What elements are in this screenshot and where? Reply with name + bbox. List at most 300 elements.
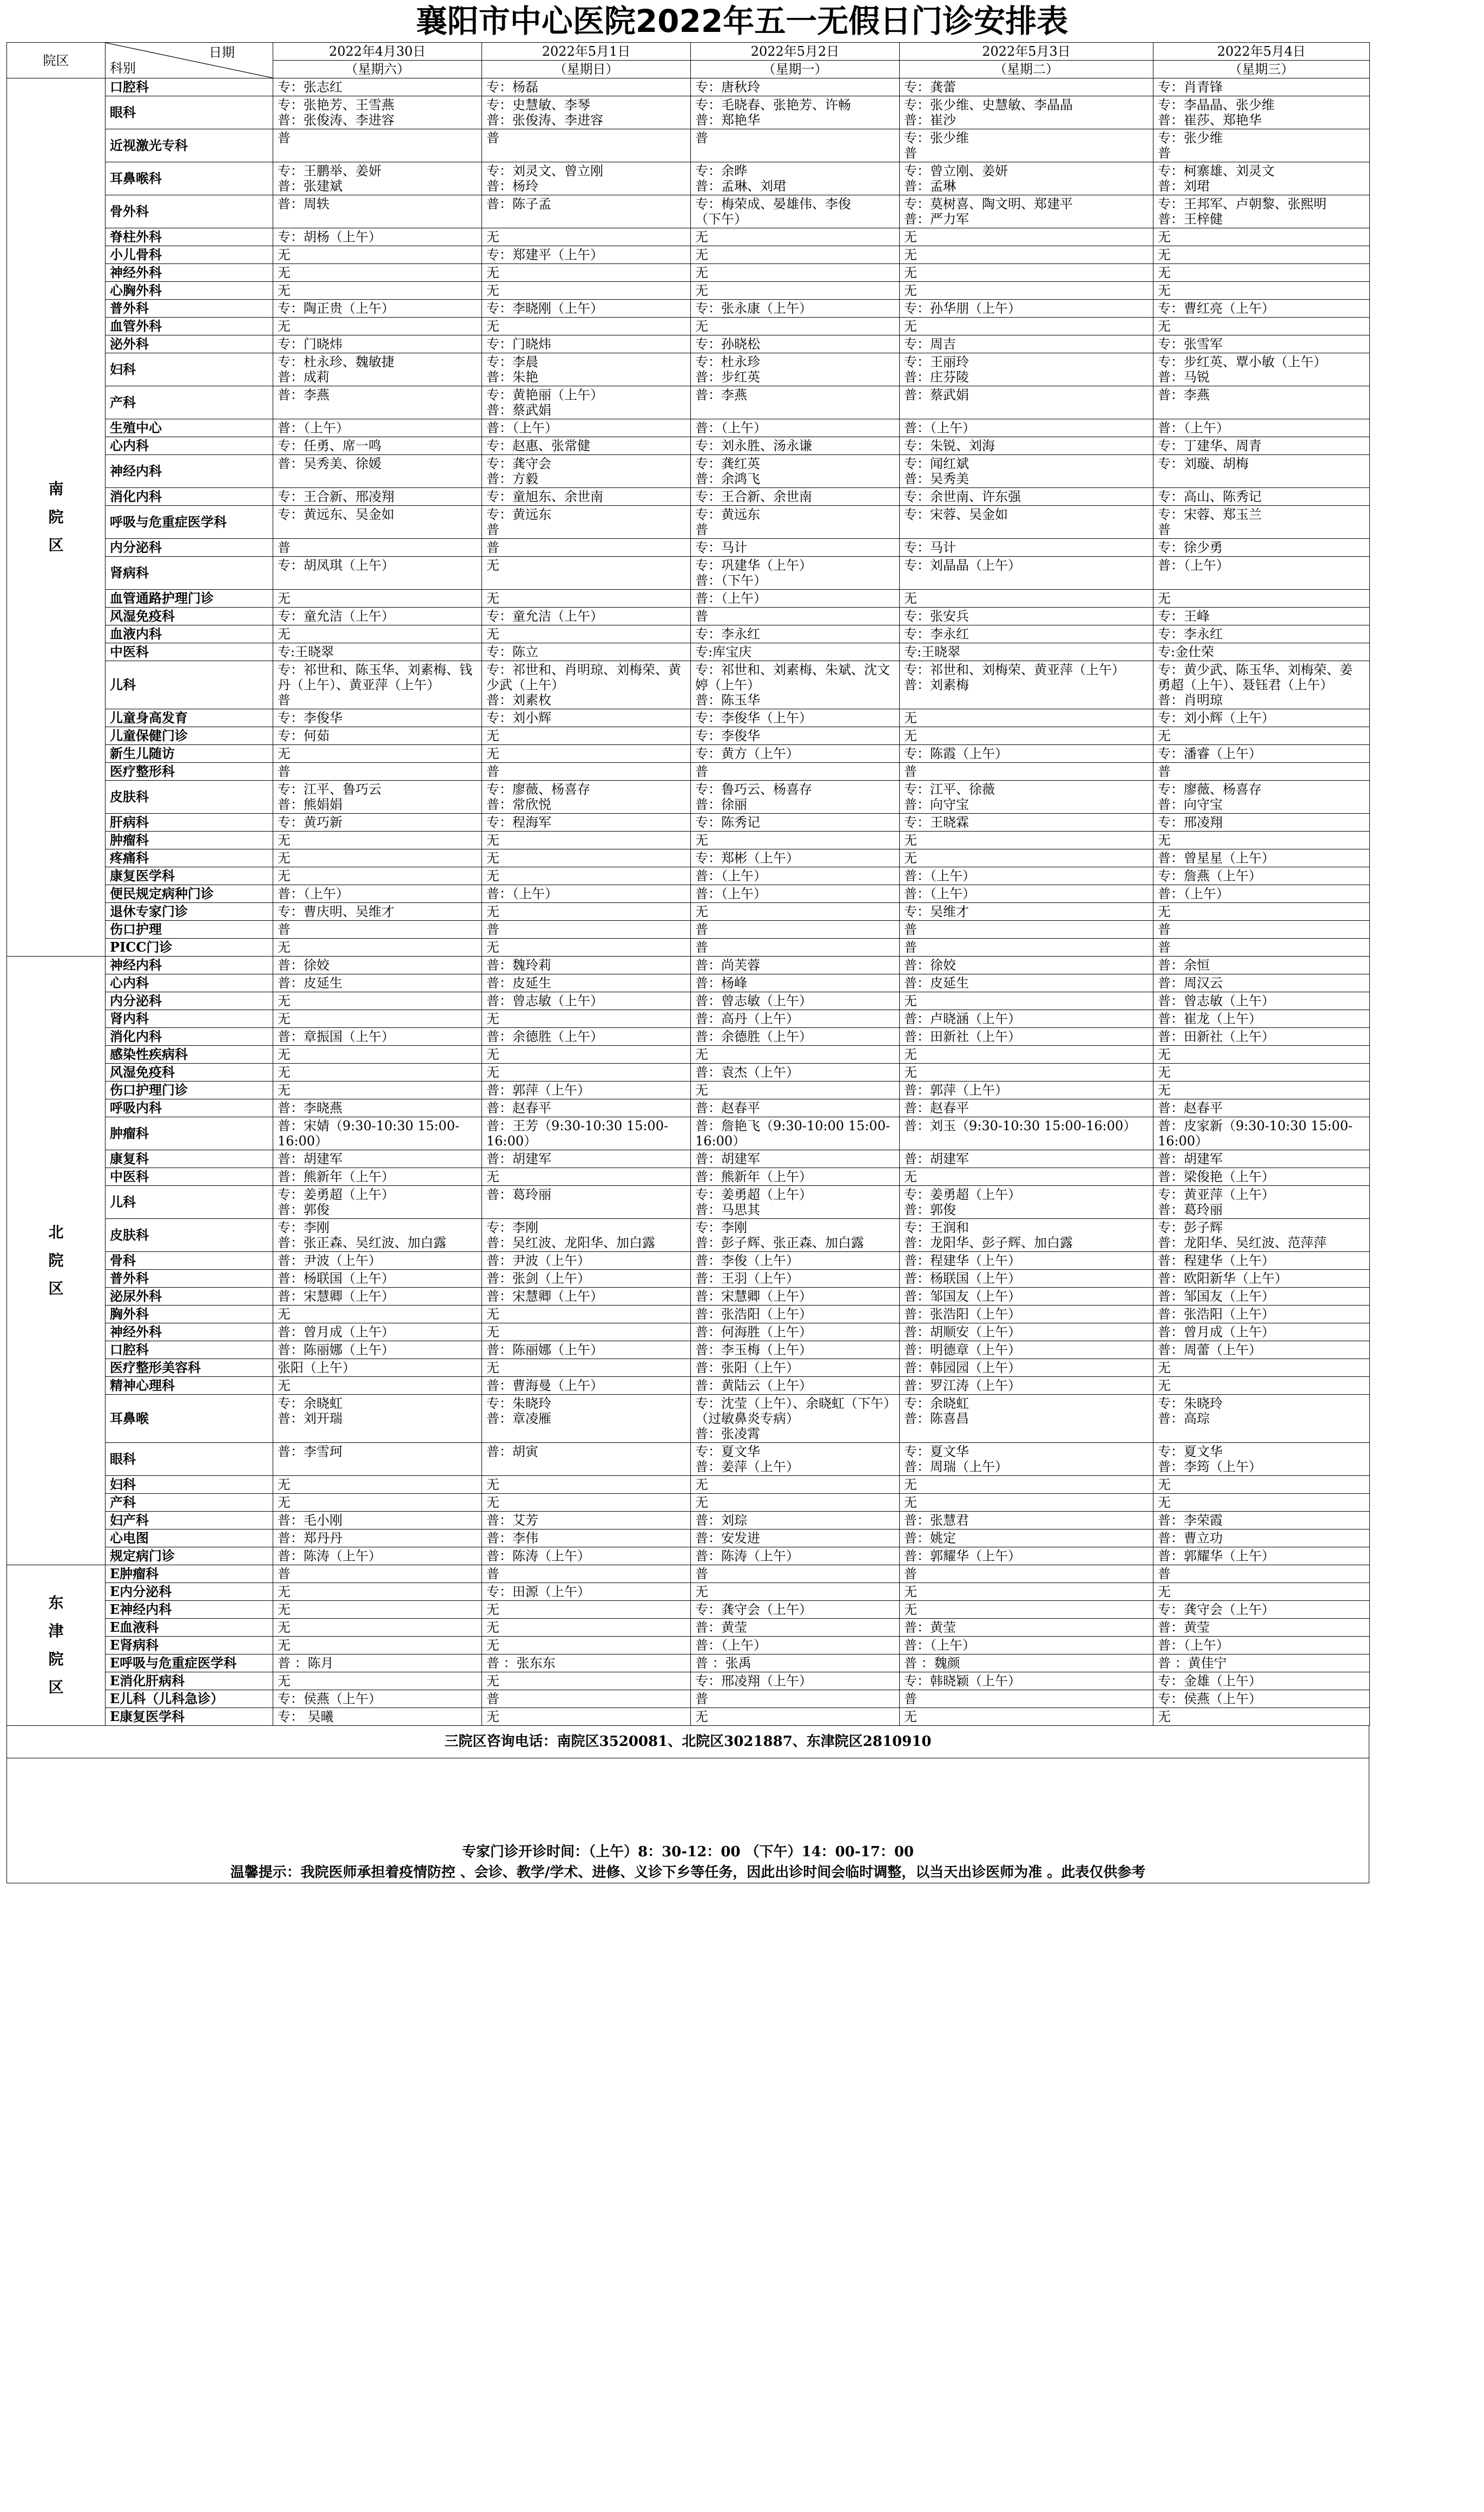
schedule-cell: 普：杨联国（上午） <box>273 1270 482 1288</box>
table-row <box>7 1306 1370 1323</box>
schedule-cell: 普：（上午） <box>1153 557 1370 590</box>
schedule-cell: 专：江平、徐薇 普：向守宝 <box>900 781 1153 814</box>
schedule-cell: 无 <box>900 1168 1153 1186</box>
schedule-cell: 普：宋慧卿（上午） <box>273 1288 482 1306</box>
schedule-cell: 无 <box>273 1583 482 1601</box>
dept-cell: 康复科 <box>105 1150 273 1168</box>
table-row <box>7 195 1370 228</box>
schedule-cell: 专：彭子辉 普：龙阳华、吴红波、范萍萍 <box>1153 1219 1370 1252</box>
dept-cell: 产科 <box>105 1494 273 1512</box>
schedule-cell: 无 <box>273 1619 482 1637</box>
schedule-cell: 无 <box>273 1476 482 1494</box>
schedule-cell: 无 <box>482 1359 691 1377</box>
table-row <box>7 709 1370 727</box>
table-row <box>7 1082 1370 1099</box>
schedule-cell: 普：刘玉（9:30-10:30 15:00-16:00） <box>900 1117 1153 1150</box>
table-row <box>7 1565 1370 1583</box>
schedule-cell: 无 <box>273 590 482 608</box>
dept-cell: 肿瘤科 <box>105 832 273 849</box>
schedule-cell: 专：宋蓉、吴金如 <box>900 506 1153 539</box>
schedule-cell: 专：张少维 普 <box>1153 129 1370 162</box>
table-row <box>7 1099 1370 1117</box>
schedule-cell: 专：何茹 <box>273 727 482 745</box>
schedule-cell: 普：胡建军 <box>691 1150 900 1168</box>
table-row <box>7 1117 1370 1150</box>
schedule-cell: 专：宋蓉、郑玉兰 普 <box>1153 506 1370 539</box>
schedule-cell: 普 <box>482 539 691 557</box>
schedule-cell: 无 <box>482 557 691 590</box>
table-row <box>7 1583 1370 1601</box>
table-row <box>7 814 1370 832</box>
schedule-cell: 普 <box>273 129 482 162</box>
schedule-cell: 专：黄远东、吴金如 <box>273 506 482 539</box>
dept-cell: 康复医学科 <box>105 867 273 885</box>
schedule-cell: 普：（上午） <box>273 885 482 903</box>
schedule-cell: 专：张安兵 <box>900 608 1153 625</box>
table-row <box>7 1028 1370 1046</box>
table-row <box>7 608 1370 625</box>
schedule-cell: 专：王晓霖 <box>900 814 1153 832</box>
schedule-cell: 普：（上午） <box>1153 419 1370 437</box>
schedule-cell: 普 <box>273 1565 482 1583</box>
schedule-cell: 专：陶正贵（上午） <box>273 300 482 318</box>
schedule-cell: 普：周蕾（上午） <box>1153 1341 1370 1359</box>
schedule-cell: 专：黄巧新 <box>273 814 482 832</box>
schedule-cell: 普：余德胜（上午） <box>482 1028 691 1046</box>
schedule-cell: 无 <box>691 1476 900 1494</box>
dept-cell: 医疗整形科 <box>105 763 273 781</box>
schedule-cell: 无 <box>482 1601 691 1619</box>
schedule-cell: 无 <box>482 1637 691 1654</box>
schedule-cell: 普：宋慧卿（上午） <box>691 1288 900 1306</box>
table-row <box>7 437 1370 455</box>
schedule-cell: 无 <box>900 318 1153 335</box>
schedule-cell: 无 <box>900 832 1153 849</box>
dept-cell: 脊柱外科 <box>105 228 273 246</box>
table-row <box>7 488 1370 506</box>
table-row <box>7 1476 1370 1494</box>
schedule-cell: 普 ：魏颜 <box>900 1654 1153 1672</box>
schedule-cell: 普：郭萍（上午） <box>900 1082 1153 1099</box>
dept-cell: 近视激光专科 <box>105 129 273 162</box>
schedule-cell: 普：皮家新（9:30-10:30 15:00-16:00） <box>1153 1117 1370 1150</box>
schedule-cell: 专： 吴曦 <box>273 1708 482 1726</box>
table-row <box>7 1672 1370 1690</box>
schedule-cell: 普：（上午） <box>273 419 482 437</box>
schedule-cell: 普：葛玲丽 <box>482 1186 691 1219</box>
dept-cell: 普外科 <box>105 300 273 318</box>
dept-cell: 耳鼻喉 <box>105 1395 273 1443</box>
schedule-cell: 普：皮延生 <box>482 974 691 992</box>
schedule-cell: 专：史慧敏、李琴 普：张俊涛、李进容 <box>482 96 691 129</box>
schedule-cell: 普 ：张东东 <box>482 1654 691 1672</box>
schedule-cell: 普：胡顺安（上午） <box>900 1323 1153 1341</box>
schedule-cell: 专：陈立 <box>482 643 691 661</box>
dept-cell: E呼吸与危重症医学科 <box>105 1654 273 1672</box>
schedule-cell: 专：龚守会 普：方毅 <box>482 455 691 488</box>
schedule-cell: 专：姜勇超（上午） 普：郭俊 <box>273 1186 482 1219</box>
schedule-cell: 专：李俊华 <box>691 727 900 745</box>
schedule-cell: 专：刘璇、胡梅 <box>1153 455 1370 488</box>
schedule-cell: 无 <box>1153 1359 1370 1377</box>
table-row <box>7 1010 1370 1028</box>
schedule-cell: 普 <box>482 763 691 781</box>
schedule-cell: 普：黄莹 <box>900 1619 1153 1637</box>
schedule-cell: 普：安发进 <box>691 1529 900 1547</box>
schedule-cell: 专：莫树喜、陶文明、郑建平 普：严力军 <box>900 195 1153 228</box>
schedule-cell: 无 <box>273 867 482 885</box>
dept-cell: 便民规定病种门诊 <box>105 885 273 903</box>
table-row <box>7 939 1370 957</box>
schedule-cell: 普：（上午） <box>691 867 900 885</box>
schedule-cell: 专：李晨 普：朱艳 <box>482 353 691 386</box>
schedule-cell: 专：徐少勇 <box>1153 539 1370 557</box>
schedule-cell: 无 <box>1153 903 1370 921</box>
schedule-cell: 专：步红英、覃小敏（上午） 普：马锐 <box>1153 353 1370 386</box>
schedule-cell: 专：陈霞（上午） <box>900 745 1153 763</box>
schedule-cell: 无 <box>1153 318 1370 335</box>
schedule-cell: 无 <box>1153 1476 1370 1494</box>
schedule-cell: 普 <box>1153 921 1370 939</box>
schedule-cell: 普：明德章（上午） <box>900 1341 1153 1359</box>
schedule-cell: 无 <box>482 832 691 849</box>
schedule-cell: 无 <box>1153 246 1370 264</box>
table-row <box>7 162 1370 195</box>
table-row <box>7 1219 1370 1252</box>
schedule-cell: 专：李俊华（上午） <box>691 709 900 727</box>
weekday-header: （星期日） <box>482 61 691 78</box>
dept-cell: 神经内科 <box>105 455 273 488</box>
schedule-cell: 普：郭耀华（上午） <box>1153 1547 1370 1565</box>
schedule-cell: 无 <box>900 992 1153 1010</box>
schedule-cell: 普 <box>1153 1565 1370 1583</box>
schedule-cell: 专：廖薇、杨喜存 普：常欣悦 <box>482 781 691 814</box>
schedule-cell: 专：曹庆明、吴维才 <box>273 903 482 921</box>
date-header: 2022年5月4日 <box>1153 43 1370 61</box>
schedule-cell: 普：李荣霞 <box>1153 1512 1370 1529</box>
schedule-cell: 专：童允洁（上午） <box>482 608 691 625</box>
schedule-cell: 无 <box>900 1494 1153 1512</box>
schedule-cell: 无 <box>273 1377 482 1395</box>
schedule-cell: 无 <box>273 318 482 335</box>
schedule-cell: 无 <box>900 228 1153 246</box>
schedule-cell: 普：徐姣 <box>900 957 1153 974</box>
schedule-cell: 专：胡凤琪（上午） <box>273 557 482 590</box>
table-row <box>7 1270 1370 1288</box>
schedule-cell: 专：李晓刚（上午） <box>482 300 691 318</box>
table-row <box>7 643 1370 661</box>
campus-cell: 东 津 院 区 <box>7 1565 105 1726</box>
table-row <box>7 1512 1370 1529</box>
schedule-cell: 专：张艳芳、王雪燕 普：张俊涛、李进容 <box>273 96 482 129</box>
dept-cell: 风湿免疫科 <box>105 1064 273 1082</box>
schedule-cell: 普：陈涛（上午） <box>691 1547 900 1565</box>
schedule-cell: 专：丁建华、周青 <box>1153 437 1370 455</box>
schedule-cell: 专：张永康（上午） <box>691 300 900 318</box>
table-row <box>7 1323 1370 1341</box>
schedule-cell: 无 <box>273 246 482 264</box>
schedule-cell: 普：（上午） <box>900 867 1153 885</box>
schedule-cell: 普 <box>900 939 1153 957</box>
table-row <box>7 661 1370 709</box>
schedule-cell: 专：门晓炜 <box>273 335 482 353</box>
schedule-cell: 专：闻红斌 普：吴秀美 <box>900 455 1153 488</box>
schedule-cell: 专：王润和 普：龙阳华、彭子辉、加白露 <box>900 1219 1153 1252</box>
schedule-cell: 专：朱锐、刘海 <box>900 437 1153 455</box>
schedule-cell: 普：张浩阳（上午） <box>1153 1306 1370 1323</box>
table-row <box>7 974 1370 992</box>
schedule-cell: 无 <box>273 832 482 849</box>
schedule-cell: 专:库宝庆 <box>691 643 900 661</box>
schedule-cell: 无 <box>691 1082 900 1099</box>
schedule-cell: 普：胡建军 <box>900 1150 1153 1168</box>
schedule-cell: 普：李燕 <box>273 386 482 419</box>
dept-cell: 耳鼻喉科 <box>105 162 273 195</box>
table-row <box>7 335 1370 353</box>
schedule-cell: 无 <box>1153 832 1370 849</box>
dept-cell: 内分泌科 <box>105 992 273 1010</box>
table-row <box>7 849 1370 867</box>
schedule-cell: 专：郑建平（上午） <box>482 246 691 264</box>
dept-cell: 中医科 <box>105 1168 273 1186</box>
footer <box>6 1725 1369 1883</box>
schedule-cell: 普：陈子孟 <box>482 195 691 228</box>
table-row <box>7 1252 1370 1270</box>
schedule-cell: 无 <box>482 1476 691 1494</box>
dept-cell: 皮肤科 <box>105 1219 273 1252</box>
schedule-cell: 普：皮延生 <box>273 974 482 992</box>
schedule-cell: 无 <box>691 282 900 300</box>
dept-label: 科别 <box>110 61 136 76</box>
dept-cell: 中医科 <box>105 643 273 661</box>
schedule-cell: 普 <box>1153 763 1370 781</box>
schedule-cell: 普：李伟 <box>482 1529 691 1547</box>
dept-cell: 骨外科 <box>105 195 273 228</box>
dept-cell: 神经外科 <box>105 264 273 282</box>
schedule-cell: 无 <box>273 1064 482 1082</box>
schedule-cell: 普：（上午） <box>691 419 900 437</box>
schedule-cell: 无 <box>482 1010 691 1028</box>
dept-cell: 生殖中心 <box>105 419 273 437</box>
dept-cell: 泌外科 <box>105 335 273 353</box>
schedule-cell: 普：蔡武娟 <box>900 386 1153 419</box>
schedule-cell: 普：袁杰（上午） <box>691 1064 900 1082</box>
dept-cell: 妇产科 <box>105 1512 273 1529</box>
dept-cell: 神经内科 <box>105 957 273 974</box>
schedule-cell: 无 <box>482 264 691 282</box>
schedule-cell: 普：黄陆云（上午） <box>691 1377 900 1395</box>
dept-cell: 儿科 <box>105 661 273 709</box>
schedule-cell: 普：尚芙蓉 <box>691 957 900 974</box>
schedule-cell: 专：刘小辉（上午） <box>1153 709 1370 727</box>
schedule-cell: 普：杨联国（上午） <box>900 1270 1153 1288</box>
dept-cell: 心胸外科 <box>105 282 273 300</box>
schedule-cell: 专：李俊华 <box>273 709 482 727</box>
table-row <box>7 1708 1370 1726</box>
table-row <box>7 1064 1370 1082</box>
schedule-cell: 专：祁世和、陈玉华、刘素梅、钱丹（上午）、黄亚萍（上午） 普 <box>273 661 482 709</box>
schedule-cell: 普 <box>900 921 1153 939</box>
schedule-cell: 无 <box>691 264 900 282</box>
schedule-cell: 无 <box>273 264 482 282</box>
dept-cell: 皮肤科 <box>105 781 273 814</box>
schedule-cell: 普：周轶 <box>273 195 482 228</box>
schedule-cell: 专：毛晓春、张艳芳、许畅 普：郑艳华 <box>691 96 900 129</box>
schedule-cell: 无 <box>900 1046 1153 1064</box>
schedule-cell: 普：胡建军 <box>273 1150 482 1168</box>
schedule-table <box>6 42 1370 1726</box>
table-row <box>7 419 1370 437</box>
schedule-cell: 普：张慧君 <box>900 1512 1153 1529</box>
dept-cell: 退休专家门诊 <box>105 903 273 921</box>
schedule-cell: 专：陈秀记 <box>691 814 900 832</box>
schedule-cell: 专：潘睿（上午） <box>1153 745 1370 763</box>
schedule-cell: 专：侯燕（上午） <box>273 1690 482 1708</box>
schedule-cell: 无 <box>1153 282 1370 300</box>
dept-cell: 妇科 <box>105 1476 273 1494</box>
table-row <box>7 1494 1370 1512</box>
table-row <box>7 282 1370 300</box>
footer-tip: 温馨提示：我院医师承担着疫情防控 、会诊、教学/学术、进修、义诊下乡等任务，因此出诊时间会临时调整，以当天出诊医师为准 。此表仅供参考 <box>230 1864 1146 1881</box>
schedule-cell: 普：罗江涛（上午） <box>900 1377 1153 1395</box>
dept-cell: 消化内科 <box>105 488 273 506</box>
dept-cell: 肾内科 <box>105 1010 273 1028</box>
schedule-cell: 专：刘晶晶（上午） <box>900 557 1153 590</box>
schedule-cell: 普：曾志敏（上午） <box>1153 992 1370 1010</box>
schedule-cell: 无 <box>482 1046 691 1064</box>
table-row <box>7 1619 1370 1637</box>
table-row <box>7 1046 1370 1064</box>
schedule-cell: 专：龚红英 普：余鸿飞 <box>691 455 900 488</box>
schedule-cell: 无 <box>273 745 482 763</box>
dept-cell: 神经外科 <box>105 1323 273 1341</box>
schedule-cell: 专：朱晓玲 普：章凌雁 <box>482 1395 691 1443</box>
schedule-cell: 普：张浩阳（上午） <box>691 1306 900 1323</box>
date-dept-header <box>105 43 273 78</box>
schedule-cell: 普：吴秀美、徐媛 <box>273 455 482 488</box>
table-row <box>7 386 1370 419</box>
schedule-cell: 无 <box>482 1323 691 1341</box>
schedule-cell: 普：曾志敏（上午） <box>482 992 691 1010</box>
schedule-cell: 专：高山、陈秀记 <box>1153 488 1370 506</box>
schedule-cell: 普：徐姣 <box>273 957 482 974</box>
schedule-cell: 无 <box>900 264 1153 282</box>
schedule-cell: 专：余晓虹 普：陈喜昌 <box>900 1395 1153 1443</box>
schedule-cell: 专：曾立刚、姜妍 普：孟琳 <box>900 162 1153 195</box>
schedule-cell: 普 <box>482 1565 691 1583</box>
schedule-cell: 专：马计 <box>900 539 1153 557</box>
schedule-cell: 专：吴维才 <box>900 903 1153 921</box>
dept-cell: 呼吸内科 <box>105 1099 273 1117</box>
schedule-cell: 专：杜永珍 普：步红英 <box>691 353 900 386</box>
campus-cell: 北 院 区 <box>7 957 105 1565</box>
schedule-cell: 普：陈涛（上午） <box>482 1547 691 1565</box>
schedule-cell: 专：杨磊 <box>482 78 691 96</box>
dept-cell: 骨科 <box>105 1252 273 1270</box>
date-header: 2022年5月2日 <box>691 43 900 61</box>
schedule-cell: 专：李晶晶、张少维 普：崔莎、郑艳华 <box>1153 96 1370 129</box>
schedule-cell: 专:金仕荣 <box>1153 643 1370 661</box>
schedule-cell: 无 <box>1153 1583 1370 1601</box>
schedule-cell: 普 <box>273 539 482 557</box>
schedule-cell: 普：李晓燕 <box>273 1099 482 1117</box>
schedule-cell: 无 <box>482 1168 691 1186</box>
table-row <box>7 763 1370 781</box>
schedule-cell: 普：皮延生 <box>900 974 1153 992</box>
table-row <box>7 129 1370 162</box>
schedule-cell: 无 <box>482 939 691 957</box>
dept-cell: 心内科 <box>105 974 273 992</box>
schedule-cell: 普：尹波（上午） <box>482 1252 691 1270</box>
schedule-cell: 无 <box>273 992 482 1010</box>
schedule-cell: 无 <box>482 903 691 921</box>
dept-cell: 呼吸与危重症医学科 <box>105 506 273 539</box>
schedule-cell: 无 <box>1153 1046 1370 1064</box>
schedule-cell: 无 <box>273 1046 482 1064</box>
schedule-cell: 专：王丽玲 普：庄芬陵 <box>900 353 1153 386</box>
dept-cell: E康复医学科 <box>105 1708 273 1726</box>
header-row-dates <box>7 43 1370 61</box>
table-row <box>7 246 1370 264</box>
schedule-cell: 普：陈涛（上午） <box>273 1547 482 1565</box>
schedule-cell: 普 <box>691 921 900 939</box>
schedule-cell: 专:王晓翠 <box>273 643 482 661</box>
schedule-cell: 无 <box>1153 1494 1370 1512</box>
table-row <box>7 903 1370 921</box>
schedule-cell: 专：詹燕（上午） <box>1153 867 1370 885</box>
table-row <box>7 1654 1370 1672</box>
schedule-cell: 普：刘琮 <box>691 1512 900 1529</box>
schedule-cell: 普：郭萍（上午） <box>482 1082 691 1099</box>
schedule-cell: 专：赵惠、张常健 <box>482 437 691 455</box>
schedule-cell: 普 <box>691 608 900 625</box>
table-row <box>7 745 1370 763</box>
table-row <box>7 1377 1370 1395</box>
schedule-cell: 普 <box>482 1690 691 1708</box>
schedule-cell: 无 <box>273 1601 482 1619</box>
schedule-cell: 张阳（上午） <box>273 1359 482 1377</box>
schedule-cell: 专：祁世和、肖明琼、刘梅荣、黄少武（上午） 普：刘素枚 <box>482 661 691 709</box>
table-row <box>7 539 1370 557</box>
table-row <box>7 228 1370 246</box>
dept-cell: 新生儿随访 <box>105 745 273 763</box>
schedule-cell: 普：邹国友（上午） <box>900 1288 1153 1306</box>
schedule-cell: 普：王羽（上午） <box>691 1270 900 1288</box>
schedule-cell: 普 ：张禹 <box>691 1654 900 1672</box>
schedule-cell: 无 <box>900 1708 1153 1726</box>
weekday-header: （星期六） <box>273 61 482 78</box>
schedule-cell: 专：沈莹（上午）、余晓虹（下午）（过敏鼻炎专病） 普：张凌霄 <box>691 1395 900 1443</box>
dept-cell: E内分泌科 <box>105 1583 273 1601</box>
schedule-cell: 无 <box>273 1637 482 1654</box>
schedule-cell: 普 <box>482 129 691 162</box>
table-row <box>7 96 1370 129</box>
schedule-cell: 普：赵春平 <box>482 1099 691 1117</box>
schedule-cell: 无 <box>691 228 900 246</box>
schedule-cell: 专：祁世和、刘素梅、朱斌、沈文婷（上午） 普：陈玉华 <box>691 661 900 709</box>
dept-cell: 眼科 <box>105 1443 273 1476</box>
schedule-cell: 专：龚蕾 <box>900 78 1153 96</box>
schedule-cell: 专：梅荣成、晏雄伟、李俊 （下午） <box>691 195 900 228</box>
schedule-cell: 普 ：陈月 <box>273 1654 482 1672</box>
schedule-cell: 普：章振国（上午） <box>273 1028 482 1046</box>
schedule-cell: 普 <box>691 1690 900 1708</box>
schedule-cell: 无 <box>482 1708 691 1726</box>
dept-cell: 普外科 <box>105 1270 273 1288</box>
schedule-cell: 普：曾月成（上午） <box>273 1323 482 1341</box>
dept-cell: 肝病科 <box>105 814 273 832</box>
schedule-cell: 专：廖薇、杨喜存 普：向守宝 <box>1153 781 1370 814</box>
